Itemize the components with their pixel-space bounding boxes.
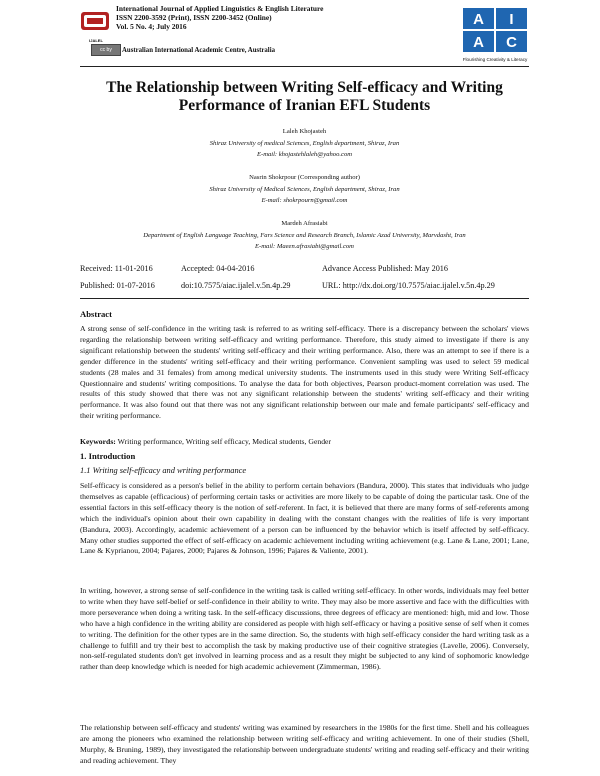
journal-logo-icon xyxy=(80,6,110,36)
cc-license-badge[interactable]: cc by xyxy=(91,44,121,56)
dates-divider xyxy=(80,298,529,299)
keywords-text: Writing performance, Writing self efficacy, Medical students, Gender xyxy=(117,437,332,446)
published-date: Published: 01-07-2016 xyxy=(80,281,155,290)
journal-volume: Vol. 5 No. 4; July 2016 xyxy=(116,22,187,32)
publisher-name: Australian International Academic Centre, Australia xyxy=(122,47,275,54)
abstract-text: A strong sense of self-confidence in the writing task is referred to as writing self-efficacy. There is a discrepancy between the scholars' views regarding the relationship between writing self-efficacy and writing performance. Therefore, this study aimed to investigate if there is any significant relationship between the students' writing self-efficacy and their writing performance. Also, there was an attempt to see if there is a gender difference in the students' writing self-efficacy and their writing performance. Convenient sampling was used to select 59 medical students (28 males and 31 females) from among medical university students. The instruments used in this study were Writing Self-efficacy Questionnaire and students' writing compositions. To analyse the data for both objectives, Pearson product-moment correlation was used. The results of this study showed that there was not any significant relationship between the students' writing self-efficacy and their writing performance. It was also found out that there was not any significant relationship between our male and female participants' self-efficacy and their writing performance. xyxy=(80,324,529,421)
journal-issn: ISSN 2200-3592 (Print), ISSN 2200-3452 (Online) xyxy=(116,13,272,23)
aiac-letter: A xyxy=(473,11,484,28)
aiac-letter: I xyxy=(509,11,514,28)
doi-link[interactable]: doi:10.7575/aiac.ijalel.v.5n.4p.29 xyxy=(181,281,291,290)
keywords-label: Keywords: xyxy=(80,437,116,446)
subsection-heading: 1.1 Writing self-efficacy and writing performance xyxy=(80,466,247,475)
aiac-logo-icon xyxy=(463,8,527,52)
author-name: Mardeh Afrasiabi xyxy=(281,220,328,227)
received-date: Received: 11-01-2016 xyxy=(80,264,153,273)
paragraph: Self-efficacy is considered as a person's belief in the ability to perform certain behaviors (Bandura, 2000). This states that individuals who judge themselves as capable (efficacious) of performing certain tasks or activities are more likely to be capable of doing the particular task. One of the essential factors in this self-efficacy theory is the notion of self-referent. In fact, it is believed that there are many forms of self-referents among which the individual's opinion about their own capability in dealing with the constant changes with the realities of life is very important (Bandura, 2003). Accordingly, academic achievement of a person can be influenced by the behavior which is itself affected by self-efficacy. Many other studies supported the effect of self-efficacy on academic achievement including writing achievement (e.g. Lane & Lane, 2001; Lane, Lane & Kyprianou, 2004; Pajares, 2000; Pajares & Johnson, 1996; Pajares & Valiente, 2001). xyxy=(80,481,529,556)
keywords-line xyxy=(80,437,529,448)
abstract-heading: Abstract xyxy=(80,309,112,319)
paragraph: The relationship between self-efficacy and students' writing was examined by researchers in the 1980s for the first time. Shell and his colleagues are among the pioneers who examined the relationship between writing self-efficacy and writing achievement. In one of their studies (Shell, Murphy, & Bruning, 1989), they investigated the relationship between undergraduate students' writing and reading self-efficacy and their writing and reading achievement. They xyxy=(80,723,529,765)
author-name: Laleh Khojasteh xyxy=(282,128,327,135)
advance-access-date: Advance Access Published: May 2016 xyxy=(322,264,448,273)
aiac-logo xyxy=(463,8,527,52)
author-name: Nasrin Shokrpour (Corresponding author) xyxy=(249,174,360,181)
aiac-letter: A xyxy=(473,34,484,51)
author-affiliation: Department of English Language Teaching, Fars Science and Research Branch, Islamic Azad University, Marvdasht, Iran xyxy=(143,231,466,239)
author-affiliation: Shiraz University of medical Sciences, English department, Shiraz, Iran xyxy=(209,139,400,147)
author-email[interactable]: E-mail: shokrpourn@gmail.com xyxy=(261,197,348,205)
aiac-tagline: Flourishing Creativity & Literacy xyxy=(462,57,528,62)
accepted-date: Accepted: 04-04-2016 xyxy=(181,264,255,273)
header-divider xyxy=(80,66,529,67)
paragraph: In writing, however, a strong sense of self-confidence in the writing task is called writing self-efficacy. In other words, individuals may feel better to write when they have self-belief or self-confidence in their ability to write. They may also be more assertive and face with the difficulties with more perseverance when doing a writing task. In the self-efficacy discussions, three degrees of efficacy are mentioned: high, mid and low. Those who have a high confidence in the writing ability are considered as people with high self-efficacy or having a positive sense of self when it comes to writing. The definition for the other types are in the same direction. So, the students with high self-efficacy consider the hard writing task as a challenge to fulfill and try their best to accomplish the task by making productive use of their cognitive strategies (Lavelle, 2006). Conversely, non-self-regulated students don't get involved in learning process and as a result they might be subjected to any kind of sophomoric knowledge rather than deep knowledge which is needed for high academic achievement (Zimmerman, 1986). xyxy=(80,586,529,672)
author-block xyxy=(80,172,529,207)
aiac-letter: C xyxy=(506,34,517,51)
journal-header xyxy=(116,4,323,32)
author-email[interactable]: E-mail: Maeen.afrasiabi@gmail.com xyxy=(255,243,354,251)
journal-name: International Journal of Applied Linguistics & English Literature xyxy=(116,4,324,13)
paper-title: The Relationship between Writing Self-efficacy and Writing Performance of Iranian EFL Students xyxy=(106,79,503,114)
author-affiliation: Shiraz University of Medical Sciences, English department, Shiraz, Iran xyxy=(209,185,400,193)
author-block xyxy=(80,126,529,161)
section-heading: 1. Introduction xyxy=(80,451,136,461)
journal-logo xyxy=(80,6,110,36)
author-email[interactable]: E-mail: khojastehlaleh@yahoo.com xyxy=(256,151,353,159)
author-block xyxy=(80,218,529,253)
logo-text: IJALEL xyxy=(89,38,103,43)
url-link[interactable]: URL: http://dx.doi.org/10.7575/aiac.ijalel.v.5n.4p.29 xyxy=(322,281,495,290)
